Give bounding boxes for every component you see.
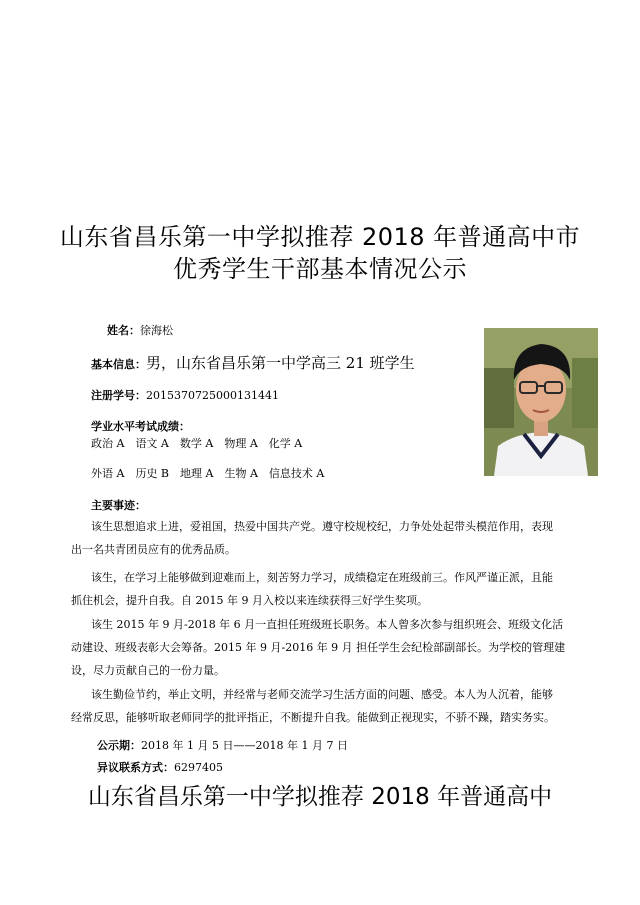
notice-period-row [97, 737, 348, 753]
name-value: 徐海松 [140, 324, 173, 337]
deed-3-line-2: 动建设、班级表彰大会筹备。2015 年 9 月-2016 年 9 月 担任学生会纪检部副部长。为学校的管理建 [71, 641, 566, 654]
deed-3-line-3: 设，尽力贡献自己的一份力量。 [71, 664, 225, 677]
scores-label: 学业水平考试成绩： [91, 420, 190, 433]
student-photo [484, 328, 598, 476]
contact-value: 6297405 [174, 761, 223, 774]
deed-paragraph-2 [71, 566, 601, 612]
deed-1-line-2: 出一名共青团员应有的优秀品质。 [71, 543, 236, 556]
registration-row [91, 387, 279, 403]
deed-paragraph-3 [71, 613, 601, 682]
deed-paragraph-1 [71, 515, 601, 561]
basic-info-value: 男，山东省昌乐第一中学高三 21 班学生 [146, 354, 415, 372]
contact-label: 异议联系方式： [97, 761, 174, 774]
contact-row [97, 759, 223, 775]
registration-label: 注册学号： [91, 389, 146, 402]
registration-value: 2015370725000131441 [146, 389, 279, 402]
deed-4-line-2: 经常反思，能够听取老师同学的批评指正，不断提升自我。能做到正视现实，不骄不躁，踏实务实。 [71, 711, 555, 724]
deeds-label: 主要事迹： [91, 499, 146, 512]
deed-4-line-1: 该生勤俭节约，举止文明，并经常与老师交流学习生活方面的问题、感受。本人为人沉着，能够 [91, 688, 553, 701]
next-page-title: 山东省昌乐第一中学拟推荐 2018 年普通高中 [87, 784, 553, 810]
deed-paragraph-4 [71, 683, 601, 729]
name-row [107, 322, 173, 338]
scores-line-2: 外语 A 历史 B 地理 A 生物 A 信息技术 A [91, 467, 325, 480]
deed-2-line-1: 该生，在学习上能够做到迎难而上，刻苦努力学习，成绩稳定在班级前三。作风严谨正派，且能 [91, 571, 553, 584]
notice-period-label: 公示期： [97, 739, 141, 752]
name-label: 姓名： [107, 324, 140, 337]
scores-line-1: 政治 A 语文 A 数学 A 物理 A 化学 A [91, 437, 303, 450]
page-title-line1: 山东省昌乐第一中学拟推荐 2018 年普通高中市 [59, 223, 581, 251]
basic-info-row [91, 352, 415, 373]
page-title-line2: 优秀学生干部基本情况公示 [173, 255, 467, 283]
deed-2-line-2: 抓住机会，提升自我。自 2015 年 9 月入校以来连续获得三好学生奖项。 [71, 594, 428, 607]
deed-3-line-1: 该生 2015 年 9 月-2018 年 6 月一直担任班级班长职务。本人曾多次参与组织班会、班级文化活 [91, 618, 564, 631]
deed-1-line-1: 该生思想追求上进，爱祖国，热爱中国共产党。遵守校规校纪，力争处处起带头模范作用，表现 [91, 520, 553, 533]
basic-info-label: 基本信息： [91, 358, 146, 371]
notice-period-value: 2018 年 1 月 5 日——2018 年 1 月 7 日 [141, 739, 348, 752]
